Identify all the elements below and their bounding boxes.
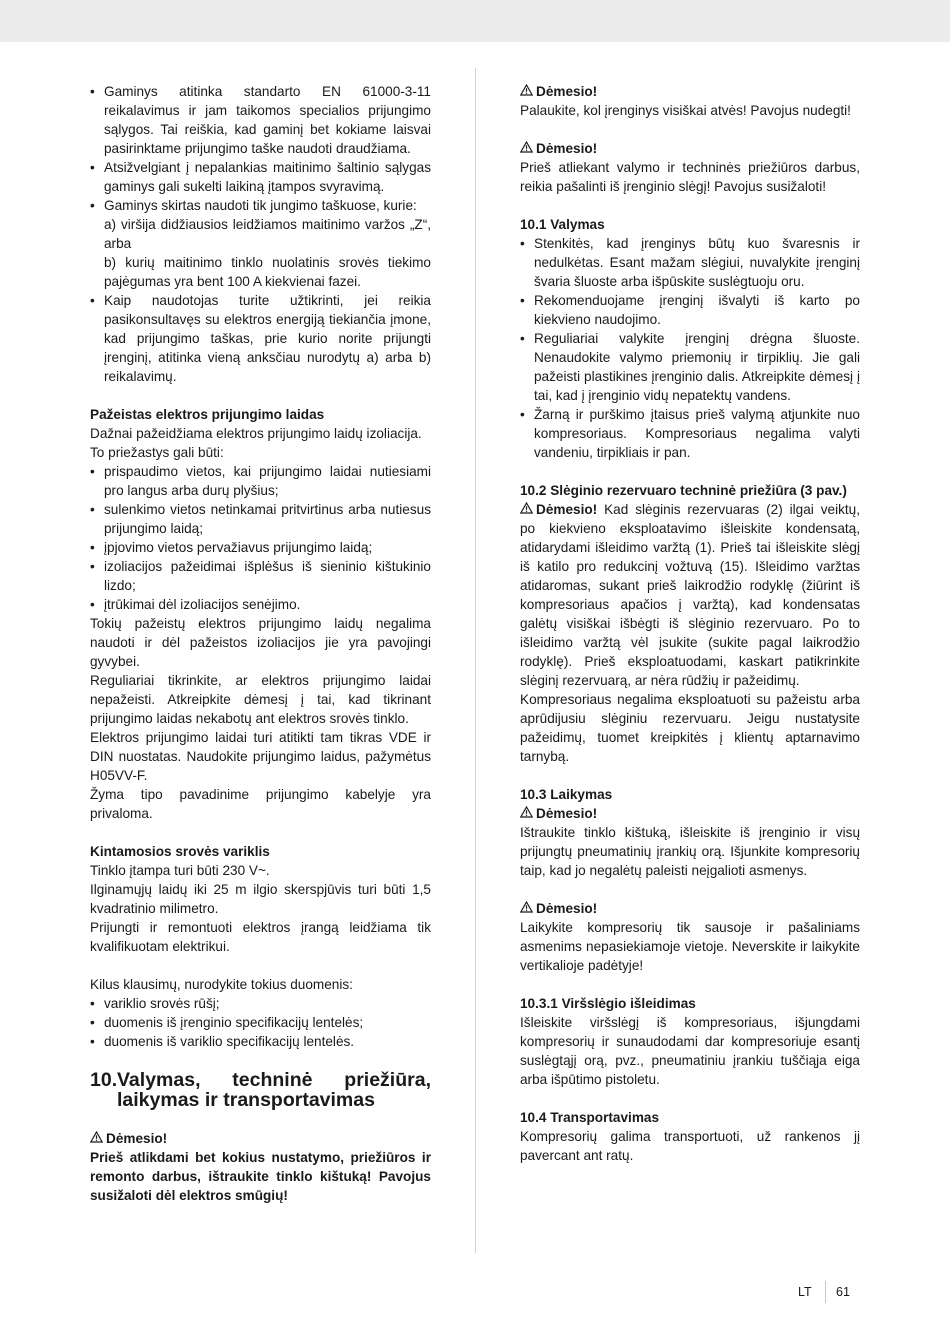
warning-label: Dėmesio!	[90, 1129, 431, 1148]
chapter-title-text: Valymas, techninė priežiūra, laikymas ir transportavimas	[117, 1069, 431, 1111]
page-top-band	[0, 0, 950, 42]
paragraph: Ilginamųjų laidų iki 25 m ilgio skerspjūvis turi būti 1,5 kvadratinio milimetro.	[90, 882, 431, 916]
damage-causes-list	[90, 462, 431, 614]
transport-heading: 10.4 Transportavimas	[520, 1110, 660, 1125]
questions-list	[90, 994, 431, 1051]
paragraph: Tinklo įtampa turi būti 230 V~.	[90, 863, 270, 878]
chapter-number: 10.	[90, 1069, 118, 1091]
list-item: • Kaip naudotojas turite užtikrinti, jei reikia pasikonsultavęs su elektros energiją tiekiančia įmone, kad prijungimo taškas, prie kurio norite prijungti įrenginį, atitinka vieną anksčiau nurodytų a) arba b) reikalavimų.	[90, 291, 431, 386]
paragraph: Palaukite, kol įrenginys visiškai atvės! Pavojus nudegti!	[520, 103, 851, 118]
points-intro: • Gaminys skirtas naudoti tik jungimo taškuose, kurie:	[104, 198, 417, 213]
list-item: • duomenis iš įrenginio specifikacijų lentelės;	[90, 1013, 431, 1032]
list-item: • įtrūkimai dėl izoliacijos senėjimo.	[90, 595, 431, 614]
list-item: • Reguliariai valykite įrenginį drėgna šluoste. Nenaudokite valymo priemonių ir tirpiklių. Jie gali pažeisti plastikines įrenginio dalis. Atkreipkite dėmesį į tai, kad į įrenginio vidų nepatektų vandens.	[520, 329, 860, 405]
paragraph: Išleiskite viršslėgį iš kompresoriaus, išjungdami kompresorių ir sunaudodami dar kompresoriuje esantį suslėgtąjį orą, pvz., pneumatiniu įrankiu tuščiąja eiga arba išpūtimo pistoletu.	[520, 1015, 860, 1087]
paragraph: To priežastys gali būti:	[90, 445, 224, 460]
footer-separator	[825, 1281, 826, 1303]
paragraph: Prijungti ir remontuoti elektros įrangą leidžiama tik kvalifikuotam elektrikui.	[90, 920, 431, 954]
paragraph: Dėmesio! Kad slėginis rezervuaras (2) ilgai veiktų, po kiekvieno eksploatavimo išleiskite kondensatą, atidarydami išleidimo varžtą (1). Prieš tai išleiskite slėgį iš katilo pro redukcinį vožtuvą (15). Išleidimo varžtas atidaromas, sukant prieš laikrodžio rodyklę (žiūrint iš kompresoriaus apačios į varžtą), kad kondensatas galėtų visiškai išbėgti iš slėginio rezervuaro. Po to išleidimo varžtą vėl įsukite (sukite pagal laikrodžio rodyklę). Prieš eksploatuodami, kaskart patikrinkite slėginį rezervuarą, ar nėra rūdžių ir pažeidimų.	[520, 502, 860, 688]
paragraph: Tokių pažeistų elektros prijungimo laidų negalima naudoti ir dėl pažeistos izoliacijos jie yra pavojingi gyvybei.	[90, 616, 431, 669]
warning-icon	[520, 500, 533, 519]
list-item: • Žarną ir purškimo įtaisus prieš valymą atjunkite nuo kompresoriaus. Kompresoriaus negalima valyti vandeniu, tirpikliais ir pan.	[520, 405, 860, 462]
paragraph: Ištraukite tinklo kištuką, išleiskite iš įrenginio ir visų prijungtų pneumatinių įrankių orą. Išjunkite kompresorių taip, kad jo negalėtų paleisti neįgalioti asmenys.	[520, 825, 860, 878]
paragraph: Laikykite kompresorių tik sausoje ir pašaliniams asmenims nepasiekiamoje vietoje. Neverskite ir laikykite vertikalioje padėtyje!	[520, 920, 860, 973]
warning-label: Dėmesio!	[520, 804, 860, 823]
right-column	[520, 82, 860, 1165]
intro-bullet-list	[90, 82, 431, 386]
list-item: • Stenkitės, kad įrenginys būtų kuo švaresnis ir nedulkėtas. Esant mažam slėgiui, nuvalykite įrenginį švaria šluoste arba išpūskite suslėgtuoju oru.	[520, 234, 860, 291]
list-item: • Gaminys atitinka standarto EN 61000-3-11 reikalavimus ir jam taikomos specialios prijungimo sąlygos. Tai reiškia, kad gaminį bet kokiame laisvai pasirinktame prijungimo taške naudoti draudžiama.	[90, 82, 431, 158]
paragraph: Kilus klausimų, nurodykite tokius duomenis:	[90, 977, 353, 992]
warning-icon	[520, 899, 533, 918]
warning-label: Dėmesio!	[520, 139, 860, 158]
warning-icon	[520, 82, 533, 101]
paragraph: Kompresorių galima transportuoti, už rankenos jį pavercant ant ratų.	[520, 1129, 860, 1163]
list-item: • Rekomenduojame įrenginį išvalyti iš karto po kiekvieno naudojimo.	[520, 291, 860, 329]
ac-motor-heading: Kintamosios srovės variklis	[90, 844, 270, 859]
points-option-a: a) viršija didžiausios leidžiamos maitinimo varžos „Z“, arba	[104, 217, 431, 251]
list-item	[90, 196, 431, 291]
list-item: • izoliacijos pažeidimai išplėšus iš sieninio kištukinio lizdo;	[90, 557, 431, 595]
paragraph: Kompresoriaus negalima eksploatuoti su pažeistu arba aprūdijusiu slėginiu rezervuaru. Jeigu nustatysite pažeidimų, tuomet kreipkitės į klientų aptarnavimo tarnybą.	[520, 692, 860, 764]
warning-text: Prieš atlikdami bet kokius nustatymo, priežiūros ir remonto darbus, ištraukite tinklo kištuką! Pavojus susižaloti dėl elektros smūgių!	[90, 1150, 431, 1203]
left-column	[90, 82, 431, 1205]
list-item: • prispaudimo vietos, kai prijungimo laidai nutiesiami pro langus arba durų plyšius;	[90, 462, 431, 500]
paragraph: Reguliariai tikrinkite, ar elektros prijungimo laidai nepažeisti. Atkreipkite dėmesį į tai, kad tikrinant prijungimo laidas nekabotų ant elektros srovės tinklo.	[90, 673, 431, 726]
warning-icon	[520, 139, 533, 158]
damaged-cable-heading: Pažeistas elektros prijungimo laidas	[90, 407, 325, 422]
chapter-title	[90, 1070, 431, 1110]
tank-maintenance-heading: 10.2 Slėginio rezervuaro techninė priežiūra (3 pav.)	[520, 483, 847, 498]
language-code: LT	[798, 1285, 812, 1299]
page-number: 61	[836, 1285, 850, 1299]
list-item: • variklio srovės rūšį;	[90, 994, 431, 1013]
warning-label: Dėmesio!	[520, 82, 860, 101]
list-item: • sulenkimo vietos netinkamai pritvirtinus arba nutiesus prijungimo laidą;	[90, 500, 431, 538]
paragraph: Prieš atliekant valymo ir techninės priežiūros darbus, reikia pašalinti iš įrenginio slėgį! Pavojus susižaloti!	[520, 160, 860, 194]
cleaning-heading: 10.1 Valymas	[520, 217, 605, 232]
cleaning-list	[520, 234, 860, 462]
paragraph: Žyma tipo pavadinime prijungimo kabelyje yra privaloma.	[90, 787, 431, 821]
warning-label: Dėmesio!	[536, 502, 598, 517]
points-option-b: b) kurių maitinimo tinklo nuolatinis srovės tiekimo pajėgumas yra bent 100 A kiekvienai fazei.	[104, 255, 431, 289]
list-item: • duomenis iš variklio specifikacijų lentelės.	[90, 1032, 431, 1051]
list-item: • Atsižvelgiant į nepalankias maitinimo šaltinio sąlygas gaminys gali sukelti laikiną įtampos svyravimą.	[90, 158, 431, 196]
paragraph: Elektros prijungimo laidai turi atitikti tam tikras VDE ir DIN nuostatas. Naudokite prijungimo laidus, pažymėtus H05VV-F.	[90, 730, 431, 783]
list-item: • įpjovimo vietos pervažiavus prijungimo laidą;	[90, 538, 431, 557]
overpressure-heading: 10.3.1 Viršslėgio išleidimas	[520, 996, 696, 1011]
warning-icon	[520, 804, 533, 823]
warning-label: Dėmesio!	[520, 899, 860, 918]
warning-icon	[90, 1129, 103, 1148]
column-divider	[475, 68, 476, 1253]
storage-heading: 10.3 Laikymas	[520, 787, 613, 802]
paragraph: Dažnai pažeidžiama elektros prijungimo laidų izoliacija.	[90, 426, 422, 441]
